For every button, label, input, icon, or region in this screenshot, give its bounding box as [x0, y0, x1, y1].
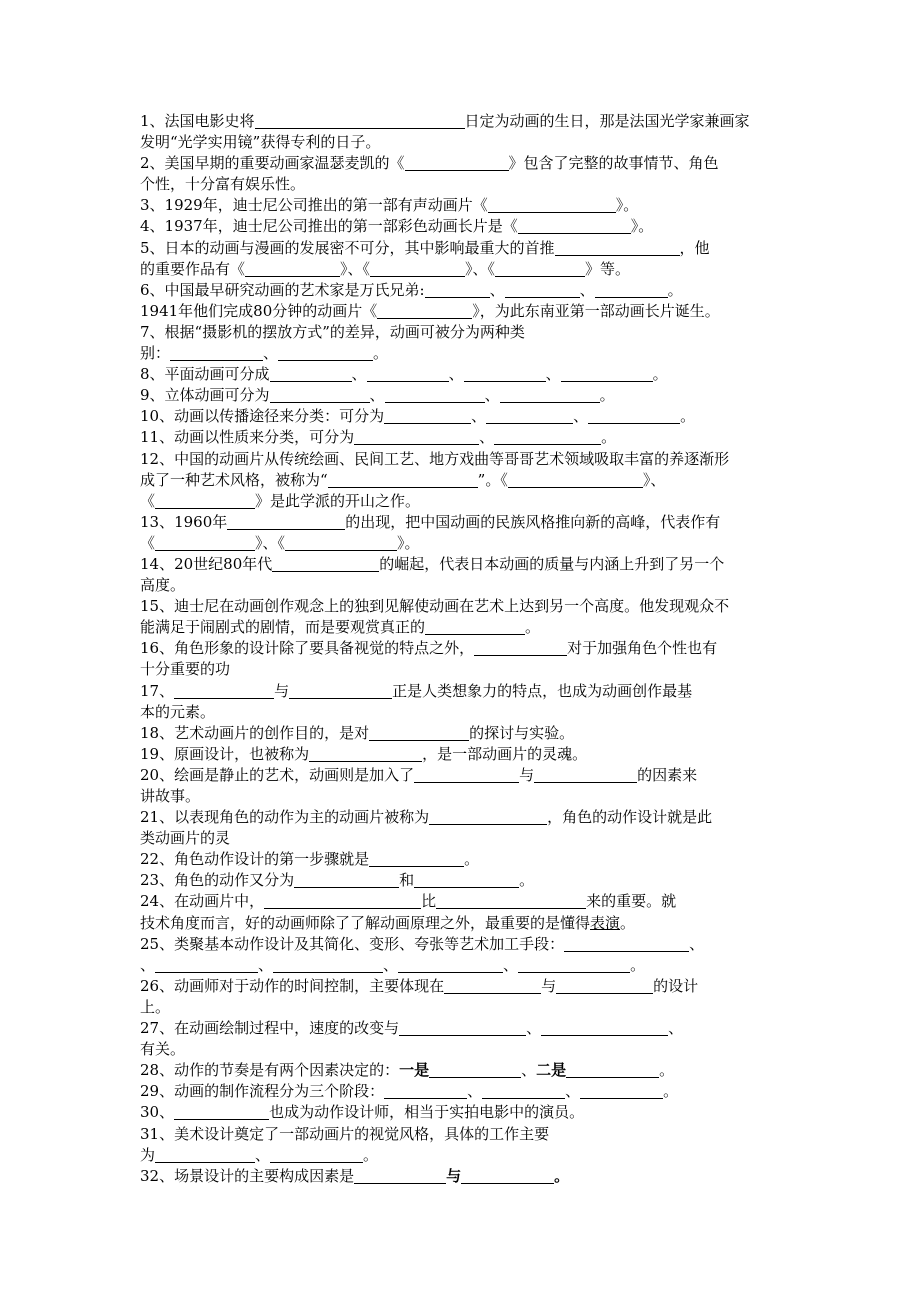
q-text: 、: [526, 1019, 542, 1038]
q-text: 与: [519, 765, 535, 784]
q-text: 《: [140, 491, 156, 510]
q-text: 》包含了完整的故事情节、角色: [508, 154, 719, 173]
q-text: 14、20世纪80年代: [140, 554, 273, 573]
q-text: ”。《: [477, 470, 508, 489]
q1-line: [140, 111, 790, 132]
q24-line: [140, 913, 790, 934]
answer-blank[interactable]: [555, 240, 680, 256]
q-text: 上。: [140, 997, 171, 1016]
q-text: 10、动画以传播途径来分类：可分为: [140, 407, 385, 426]
q-text: 与: [541, 976, 557, 995]
q-text: 30、: [140, 1103, 175, 1122]
q-text: 正是人类想象力的特点，也成为动画创作最基: [392, 681, 693, 700]
q-text: 6、中国最早研究动画的艺术家是万氏兄弟:: [140, 280, 425, 299]
answer-blank[interactable]: [174, 1104, 269, 1120]
q-text: 日定为动画的生日，那是法国光学家兼画家: [464, 112, 750, 130]
q20-line: [140, 786, 790, 807]
q-text: 。: [601, 428, 617, 447]
answer-blank[interactable]: [508, 472, 643, 488]
answer-blank[interactable]: [534, 767, 637, 783]
q-text: 》。: [397, 533, 420, 552]
q-text: 《: [140, 533, 156, 552]
answer-blank[interactable]: [486, 408, 573, 424]
q-text: 比: [421, 892, 437, 911]
q-text: 3、1929年，迪士尼公司推出的第一部有声动画片《: [140, 196, 488, 215]
q-text: ，角色的动作设计就是此: [547, 808, 713, 827]
q27-line: [140, 1018, 790, 1039]
answer-blank[interactable]: [429, 809, 547, 825]
answer-blank[interactable]: [264, 893, 421, 909]
q-text: 22、角色动作设计的第一步骤就是: [140, 850, 370, 869]
answer-blank[interactable]: [580, 1083, 663, 1099]
q7-line: [140, 343, 790, 364]
answer-blank[interactable]: [414, 872, 519, 888]
q-text: 》。: [615, 196, 639, 215]
q-text: 、: [579, 280, 595, 299]
q14-line: [140, 575, 790, 596]
answer-blank[interactable]: [367, 366, 449, 382]
q-text: 。: [363, 1145, 379, 1164]
q16-line: [140, 638, 790, 659]
q-text: 也成为动作设计师，相当于实拍电影中的演员。: [269, 1103, 585, 1122]
q31-line: [140, 1124, 790, 1145]
answer-blank[interactable]: [474, 640, 567, 656]
answer-blank[interactable]: [488, 197, 616, 213]
q-text: 本的元素。: [140, 702, 216, 721]
answer-blank[interactable]: [505, 282, 580, 298]
q-text: 2、美国早期的重要动画家温瑟麦凯的《: [140, 154, 405, 173]
answer-blank[interactable]: [155, 1147, 255, 1163]
answer-blank[interactable]: [566, 1062, 659, 1078]
q-text: 》、: [642, 470, 666, 489]
q6-line: [140, 280, 790, 301]
q25-line: [140, 934, 790, 955]
answer-blank[interactable]: [405, 155, 509, 171]
q7-line: [140, 322, 790, 343]
q-text: 、: [255, 1145, 271, 1164]
q5-line: [140, 238, 790, 259]
q-text: 的重要作品有《: [140, 259, 246, 278]
q18-line: [140, 723, 790, 744]
q10-line: [140, 406, 790, 427]
q12-line: [140, 449, 790, 470]
q31-line: [140, 1145, 790, 1166]
answer-blank[interactable]: [561, 366, 653, 382]
answer-blank[interactable]: [384, 408, 471, 424]
q-text: 15、迪士尼在动画创作观念上的独到见解使动画在艺术上达到另一个高度。他发现观众不: [140, 597, 730, 616]
q-text: 》等。: [585, 259, 631, 278]
q-text: 》是此学派的开山之作。: [255, 491, 421, 510]
q22-line: [140, 849, 790, 870]
q12-line: [140, 470, 790, 491]
q30-line: [140, 1102, 790, 1123]
answer-blank[interactable]: [354, 429, 479, 445]
answer-blank[interactable]: [270, 387, 370, 403]
answer-blank[interactable]: [155, 535, 255, 551]
q1-line: [140, 132, 790, 153]
answer-blank[interactable]: [245, 261, 340, 277]
q-text: 。: [680, 407, 696, 426]
answer-blank[interactable]: [425, 282, 490, 298]
q2-line: [140, 174, 790, 195]
q-text: 高度。: [140, 576, 186, 595]
answer-blank[interactable]: [270, 366, 352, 382]
q-text: 8、平面动画可分成: [140, 365, 270, 384]
answer-blank[interactable]: [370, 261, 465, 277]
answer-blank[interactable]: [170, 345, 263, 361]
q-text: 》、《: [255, 533, 286, 552]
q-text: 32、场景设计的主要构成因素是: [140, 1166, 355, 1185]
answer-blank[interactable]: [399, 1020, 526, 1036]
q-text: 》、《: [465, 259, 496, 278]
answer-blank[interactable]: [588, 408, 680, 424]
q24-line: [140, 891, 790, 912]
answer-blank[interactable]: [425, 619, 525, 635]
q-text: 类动画片的灵: [140, 829, 231, 848]
q-text: 的探讨与实验。: [469, 723, 575, 742]
q-text: 的设计: [653, 976, 699, 995]
q-text: 成了一种艺术风格，被称为“: [140, 470, 328, 489]
q13-line: [140, 512, 790, 533]
q-text: 发明“光学实用镜”获得专利的日子。: [140, 133, 381, 152]
q-text: 。: [525, 618, 541, 637]
q-text: 11、动画以性质来分类，可分为: [140, 428, 355, 447]
q-text: 9、立体动画可分为: [140, 386, 270, 405]
q-text: 。: [652, 365, 668, 384]
q-text: 、: [668, 1019, 684, 1038]
q-text: 。: [464, 850, 480, 869]
answer-blank[interactable]: [377, 303, 472, 319]
answer-blank[interactable]: [328, 472, 478, 488]
q-text: 、: [448, 365, 464, 384]
q-text: 17、: [140, 681, 175, 700]
q-text: 一是: [399, 1061, 430, 1080]
answer-blank[interactable]: [482, 1083, 565, 1099]
answer-blank[interactable]: [354, 1168, 446, 1184]
q-text: 24、在动画片中，: [140, 892, 265, 911]
answer-blank[interactable]: [369, 725, 469, 741]
q-text: 、: [573, 407, 589, 426]
answer-blank[interactable]: [294, 872, 399, 888]
q-text: 。: [599, 386, 615, 405]
q-text: 为: [140, 1145, 156, 1164]
answer-blank[interactable]: [518, 957, 630, 973]
answer-blank[interactable]: [155, 957, 258, 973]
q-text: 二是: [536, 1061, 567, 1080]
q-text: 、: [565, 1082, 581, 1101]
q-text: 、: [489, 280, 505, 299]
q19-line: [140, 744, 790, 765]
q27-line: [140, 1039, 790, 1060]
answer-blank[interactable]: [436, 893, 586, 909]
q29-line: [140, 1081, 790, 1102]
q6-line: [140, 301, 790, 322]
answer-blank[interactable]: [289, 683, 392, 699]
q17-line: [140, 681, 790, 702]
answer-blank[interactable]: [495, 261, 585, 277]
answer-blank[interactable]: [494, 429, 601, 445]
q-text: 、: [479, 428, 495, 447]
q-text: 讲故事。: [140, 787, 201, 805]
answer-blank[interactable]: [255, 113, 465, 129]
answer-blank[interactable]: [461, 1168, 554, 1184]
q12-line: [140, 491, 790, 512]
q26-line: [140, 976, 790, 997]
q-text: 、: [263, 344, 279, 363]
q17-line: [140, 702, 790, 723]
answer-blank[interactable]: [155, 493, 255, 509]
answer-blank[interactable]: [272, 556, 379, 572]
q-text: 。: [519, 871, 535, 890]
q-text: 、: [369, 386, 385, 405]
q4-line: [140, 216, 790, 237]
q-text: 、: [140, 955, 156, 974]
answer-blank[interactable]: [414, 767, 519, 783]
exam-document: [140, 111, 790, 1187]
answer-blank[interactable]: [464, 366, 546, 382]
answer-blank[interactable]: [384, 1083, 467, 1099]
q-text: 能满足于闹剧式的剧情，而是要观赏真正的: [140, 618, 426, 637]
q-text: 18、艺术动画片的创作目的，是对: [140, 723, 370, 742]
answer-blank[interactable]: [398, 957, 503, 973]
q-text: 与: [446, 1166, 462, 1185]
q-text: ，他: [679, 238, 710, 257]
q3-line: [140, 195, 790, 216]
q-text: 1941年他们完成80分钟的动画片《: [140, 301, 378, 320]
q5-line: [140, 259, 790, 280]
q-text: 。: [663, 1082, 679, 1101]
q-text: 28、动作的节奏是有两个因素决定的：: [140, 1061, 400, 1080]
q16-line: [140, 659, 790, 680]
q-text: 、: [258, 955, 274, 974]
q-text: ，是一部动画片的灵魂。: [422, 744, 588, 763]
q15-line: [140, 596, 790, 617]
q-text: 26、动画师对于动作的时间控制，主要体现在: [140, 976, 445, 995]
q-text: 、: [351, 365, 367, 384]
answer-blank[interactable]: [429, 1062, 521, 1078]
q-text: 》、《: [340, 259, 371, 278]
answer-blank[interactable]: [309, 746, 422, 762]
q-text: 的因素来: [637, 765, 698, 784]
answer-blank[interactable]: [174, 683, 274, 699]
q-text: 1、法国电影史将: [140, 112, 255, 130]
q-text: 31、美术设计奠定了一部动画片的视觉风格，具体的工作主要: [140, 1124, 550, 1143]
q-text: 19、原画设计，也被称为: [140, 744, 310, 763]
underlined-answer: 表演: [590, 913, 621, 932]
q8-line: [140, 364, 790, 385]
q-text: 5、日本的动画与漫画的发展密不可分，其中影响最重大的首推: [140, 238, 555, 257]
q-text: 的崛起，代表日本动画的质量与内涵上升到了另一个: [379, 554, 725, 573]
answer-blank[interactable]: [556, 978, 653, 994]
q23-line: [140, 870, 790, 891]
q-text: 有关。: [140, 1040, 186, 1059]
q-text: 23、角色的动作又分为: [140, 871, 295, 890]
q-text: 对于加强角色个性也有: [567, 639, 718, 658]
q-text: 十分重要的功: [140, 660, 231, 679]
q21-line: [140, 807, 790, 828]
q-text: 、: [471, 407, 487, 426]
q-text: 技术角度而言，好的动画师除了了解动画原理之外，最重要的是懂得: [140, 913, 591, 932]
q-text: 、: [383, 955, 399, 974]
answer-blank[interactable]: [385, 387, 485, 403]
q-text: 4、1937年，迪士尼公司推出的第一部彩色动画长片是《: [140, 217, 518, 236]
q28-line: [140, 1060, 790, 1081]
q14-line: [140, 554, 790, 575]
answer-blank[interactable]: [273, 957, 383, 973]
q20-line: [140, 765, 790, 786]
q-text: 。: [667, 280, 683, 299]
answer-blank[interactable]: [278, 345, 373, 361]
q-text: 与: [274, 681, 290, 700]
q13-line: [140, 533, 790, 554]
answer-blank[interactable]: [270, 1147, 363, 1163]
answer-blank[interactable]: [518, 218, 631, 234]
q-text: 。: [373, 344, 389, 363]
q-text: 、: [467, 1082, 483, 1101]
q-text: 和: [399, 871, 415, 890]
q-text: 12、中国的动画片从传统绘画、民间工艺、地方戏曲等哥哥艺术领域吸取丰富的养逐渐形: [140, 449, 730, 468]
q-text: 、: [545, 365, 561, 384]
answer-blank[interactable]: [285, 535, 397, 551]
q25-line: [140, 955, 790, 976]
q2-line: [140, 153, 790, 174]
q32-line: [140, 1166, 790, 1187]
q-text: 的出现，把中国动画的民族风格推向新的高峰，代表作有: [345, 512, 721, 531]
q21-line: [140, 828, 790, 849]
answer-blank[interactable]: [564, 936, 689, 952]
q-text: 16、角色形象的设计除了要具备视觉的特点之外，: [140, 639, 475, 658]
answer-blank[interactable]: [595, 282, 668, 298]
q-text: 来的重要。就: [586, 892, 677, 911]
q-text: 、: [521, 1061, 537, 1080]
q-text: 。: [620, 913, 636, 932]
q-text: 》，为此东南亚第一部动画长片诞生。: [472, 301, 720, 320]
q11-line: [140, 427, 790, 448]
answer-blank[interactable]: [227, 514, 345, 530]
q-text: 20、绘画是静止的艺术，动画则是加入了: [140, 765, 415, 784]
q-text: 13、1960年: [140, 512, 228, 531]
q-text: 21、以表现角色的动作为主的动画片被称为: [140, 808, 430, 827]
answer-blank[interactable]: [500, 387, 600, 403]
q-text: 别：: [140, 344, 171, 363]
q-text: 、: [503, 955, 519, 974]
q15-line: [140, 617, 790, 638]
q-text: 27、在动画绘制过程中，速度的改变与: [140, 1019, 400, 1038]
q26-line: [140, 997, 790, 1018]
q-text: 》。: [630, 217, 654, 236]
q-text: 。: [630, 955, 646, 974]
q-text: 29、动画的制作流程分为三个阶段：: [140, 1082, 385, 1101]
q9-line: [140, 385, 790, 406]
q-text: 、: [484, 386, 500, 405]
answer-blank[interactable]: [541, 1020, 668, 1036]
q-text: 25、类聚基本动作设计及其简化、变形、夸张等艺术加工手段：: [140, 934, 565, 953]
answer-blank[interactable]: [369, 851, 464, 867]
q-text: 7、根据“摄影机的摆放方式”的差异，动画可被分为两种类: [140, 322, 525, 341]
q-text: 。: [554, 1166, 570, 1185]
q-text: 、: [689, 934, 705, 953]
q-text: 个性，十分富有娱乐性。: [140, 175, 306, 194]
q-text: 。: [659, 1061, 675, 1080]
answer-blank[interactable]: [444, 978, 541, 994]
